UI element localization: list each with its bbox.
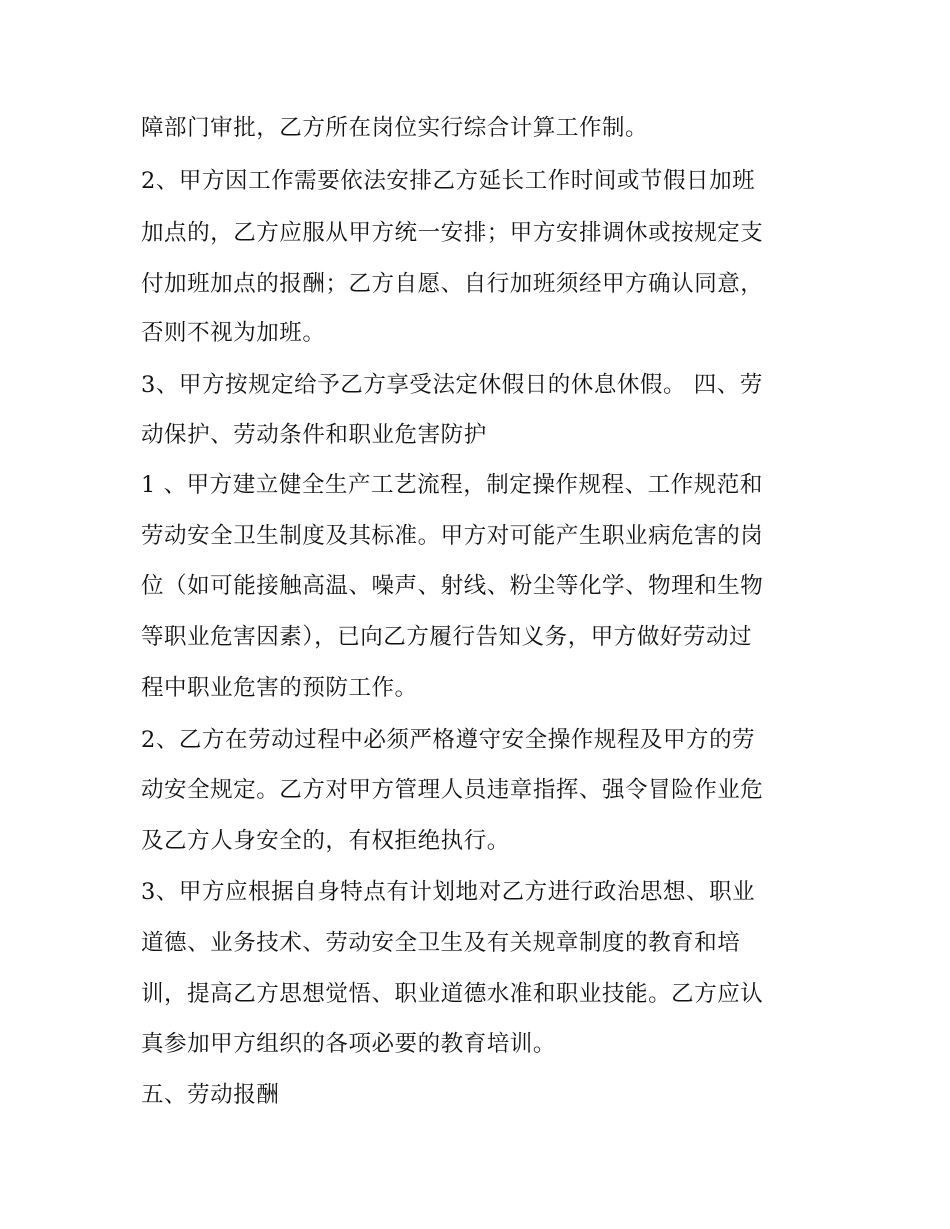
text-line: 否则不视为加班。 (141, 320, 326, 346)
text-line: 付加班加点的报酬；乙方自愿、自行加班须经甲方确认同意， (141, 271, 764, 297)
text-line: 等职业危害因素），已向乙方履行告知义务，甲方做好劳动过 (141, 624, 753, 650)
text-line: 真参加甲方组织的各项必要的教育培训。 (141, 1031, 556, 1057)
text-line: 3、甲方应根据自身特点有计划地对乙方进行政治思想、职业 (141, 879, 756, 905)
text-line: 1 、甲方建立健全生产工艺流程，制定操作规程、工作规范和 (141, 472, 763, 498)
text-line: 3、甲方按规定给予乙方享受法定休假日的休息休假。 四、劳 (141, 372, 763, 398)
text-line: 程中职业危害的预防工作。 (141, 675, 418, 701)
text-line: 2、乙方在劳动过程中必须严格遵守安全操作规程及甲方的劳 (141, 727, 756, 753)
text-line: 2、甲方因工作需要依法安排乙方延长工作时间或节假日加班 (141, 168, 756, 194)
text-line: 训，提高乙方思想觉悟、职业道德水准和职业技能。乙方应认 (141, 981, 764, 1007)
text-line: 障部门审批，乙方所在岗位实行综合计算工作制。 (141, 115, 649, 141)
text-line: 及乙方人身安全的，有权拒绝执行。 (141, 828, 510, 854)
text-line: 位（如可能接触高温、噪声、射线、粉尘等化学、物理和生物 (141, 573, 764, 599)
section-heading-line: 动保护、劳动条件和职业危害防护 (141, 422, 487, 448)
text-line: 动安全规定。乙方对甲方管理人员违章指挥、强令冒险作业危 (141, 777, 764, 803)
text-line: 劳动安全卫生制度及其标准。甲方对可能产生职业病危害的岗 (141, 523, 764, 549)
section-heading-line: 五、劳动报酬 (141, 1082, 280, 1108)
text-line: 加点的，乙方应服从甲方统一安排；甲方安排调休或按规定支 (141, 220, 764, 246)
text-line: 道德、业务技术、劳动安全卫生及有关规章制度的教育和培 (141, 930, 741, 956)
